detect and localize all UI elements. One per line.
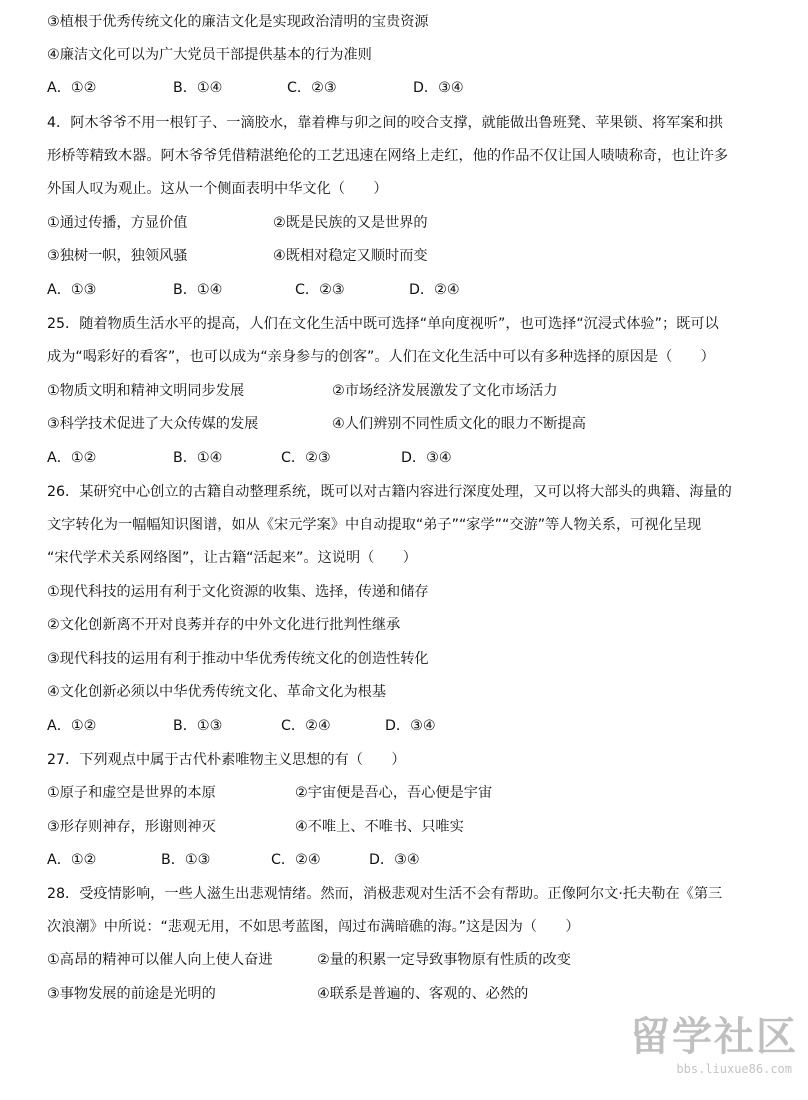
q23-option-4: ④廉洁文化可以为广大党员干部提供基本的行为准则 <box>47 47 372 63</box>
choice-c: C．②③ <box>287 80 337 96</box>
q25-stem-line-2: 成为“喝彩好的看客”，也可以成为“亲身参与的创客”。人们在文化生活中可以有多种选择的原因是（ ） <box>47 349 715 365</box>
q26-stem-line-2: 文字转化为一幅幅知识图谱，如从《宋元学案》中自动提取“弟子”“家学”“交游”等人物关系，可视化呈现 <box>47 517 702 533</box>
q28-option-4: ④联系是普遍的、客观的、必然的 <box>317 986 529 1002</box>
q24-option-1: ①通过传播，方显价值 <box>47 215 188 231</box>
choice-c: C．②③ <box>295 282 345 298</box>
q26-option-1: ①现代科技的运用有利于文化资源的收集、选择，传递和储存 <box>47 584 429 600</box>
q25-stem-line-1: 25．随着物质生活水平的提高，人们在文化生活中既可选择“单向度视听”，也可选择“沉浸式体验”；既可以 <box>47 316 719 332</box>
q28-stem-line-2: 次浪潮》中所说：“悲观无用，不如思考蓝图，闯过布满暗礁的海。”这是因为（ ） <box>47 919 580 935</box>
q28-option-1: ①高昂的精神可以催人向上使人奋进 <box>47 952 273 968</box>
choice-b: B．①④ <box>173 282 223 298</box>
q25-option-1: ①物质文明和精神文明同步发展 <box>47 383 245 399</box>
q28-option-3: ③事物发展的前途是光明的 <box>47 986 216 1002</box>
q23-option-3: ③植根于优秀传统文化的廉洁文化是实现政治清明的宝贵资源 <box>47 14 429 30</box>
q24-option-2: ②既是民族的又是世界的 <box>273 215 428 231</box>
q26-option-4: ④文化创新必须以中华优秀传统文化、革命文化为根基 <box>47 684 387 700</box>
choice-d: D．②④ <box>409 282 460 298</box>
choice-c: C．②③ <box>281 450 331 466</box>
q28-stem-line-1: 28．受疫情影响，一些人滋生出悲观情绪。然而，消极悲观对生活不会有帮助。正像阿尔文·托夫勒在《第三 <box>47 886 723 902</box>
q27-option-1: ①原子和虚空是世界的本原 <box>47 785 216 801</box>
q24-options-row-2 <box>47 246 787 266</box>
choice-a: A．①② <box>47 852 97 868</box>
q26-option-2: ②文化创新离不开对良莠并存的中外文化进行批判性继承 <box>47 617 401 633</box>
q24-stem-line-3: 外国人叹为观止。这从一个侧面表明中华文化（ ） <box>47 181 388 197</box>
q25-options-row-2 <box>47 414 787 434</box>
q25-options-row-1 <box>47 381 787 401</box>
q24-option-3: ③独树一帜，独领风骚 <box>47 248 188 264</box>
q26-choices <box>47 716 787 736</box>
q25-choices <box>47 448 787 468</box>
q27-option-3: ③形存则神存，形谢则神灭 <box>47 819 216 835</box>
q24-stem-line-1: 4．阿木爷爷不用一根钉子、一滴胶水，靠着榫与卯之间的咬合支撑，就能做出鲁班凳、苹果锁、将军案和拱 <box>47 115 723 131</box>
choice-d: D．③④ <box>385 718 436 734</box>
choice-b: B．①③ <box>161 852 211 868</box>
q28-options-row-2 <box>47 984 787 1004</box>
choice-a: A．①② <box>47 80 97 96</box>
q28-option-2: ②量的积累一定导致事物原有性质的改变 <box>317 952 571 968</box>
q24-options-row-1 <box>47 213 787 233</box>
choice-a: A．①③ <box>47 282 97 298</box>
q27-option-4: ④不唯上、不唯书、只唯实 <box>295 819 464 835</box>
q25-option-2: ②市场经济发展激发了文化市场活力 <box>332 383 558 399</box>
q27-options-row-1 <box>47 783 787 803</box>
watermark-logo: 留学社区 <box>630 1014 798 1060</box>
choice-b: B．①④ <box>173 450 223 466</box>
choice-c: C．②④ <box>271 852 321 868</box>
q25-option-3: ③科学技术促进了大众传媒的发展 <box>47 416 259 432</box>
site-watermark <box>618 1012 798 1092</box>
q26-option-3: ③现代科技的运用有利于推动中华优秀传统文化的创造性转化 <box>47 651 429 667</box>
q24-option-4: ④既相对稳定又顺时而变 <box>273 248 428 264</box>
q27-options-row-2 <box>47 817 787 837</box>
q27-option-2: ②宇宙便是吾心，吾心便是宇宙 <box>295 785 493 801</box>
q24-choices <box>47 280 787 300</box>
watermark-url: bbs.liuxue86.com <box>676 1062 792 1076</box>
choice-b: B．①③ <box>173 718 223 734</box>
q27-stem-line-1: 27．下列观点中属于古代朴素唯物主义思想的有（ ） <box>47 752 406 768</box>
q26-stem-line-3: “宋代学术关系网络图”，让古籍“活起来”。这说明（ ） <box>47 550 417 566</box>
q28-options-row-1 <box>47 950 787 970</box>
choice-d: D．③④ <box>401 450 452 466</box>
choice-b: B．①④ <box>173 80 223 96</box>
choice-a: A．①② <box>47 718 97 734</box>
choice-a: A．①② <box>47 450 97 466</box>
q27-choices <box>47 850 787 870</box>
q25-option-4: ④人们辨别不同性质文化的眼力不断提高 <box>332 416 586 432</box>
q23-choices <box>47 78 787 98</box>
choice-d: D．③④ <box>413 80 464 96</box>
q26-stem-line-1: 26．某研究中心创立的古籍自动整理系统，既可以对古籍内容进行深度处理，又可以将大部头的典籍、海量的 <box>47 484 732 500</box>
q24-stem-line-2: 形桥等精致木器。阿木爷爷凭借精湛绝伦的工艺迅速在网络上走红，他的作品不仅让国人啧啧称奇，也让许多 <box>47 148 729 164</box>
choice-d: D．③④ <box>369 852 420 868</box>
choice-c: C．②④ <box>281 718 331 734</box>
